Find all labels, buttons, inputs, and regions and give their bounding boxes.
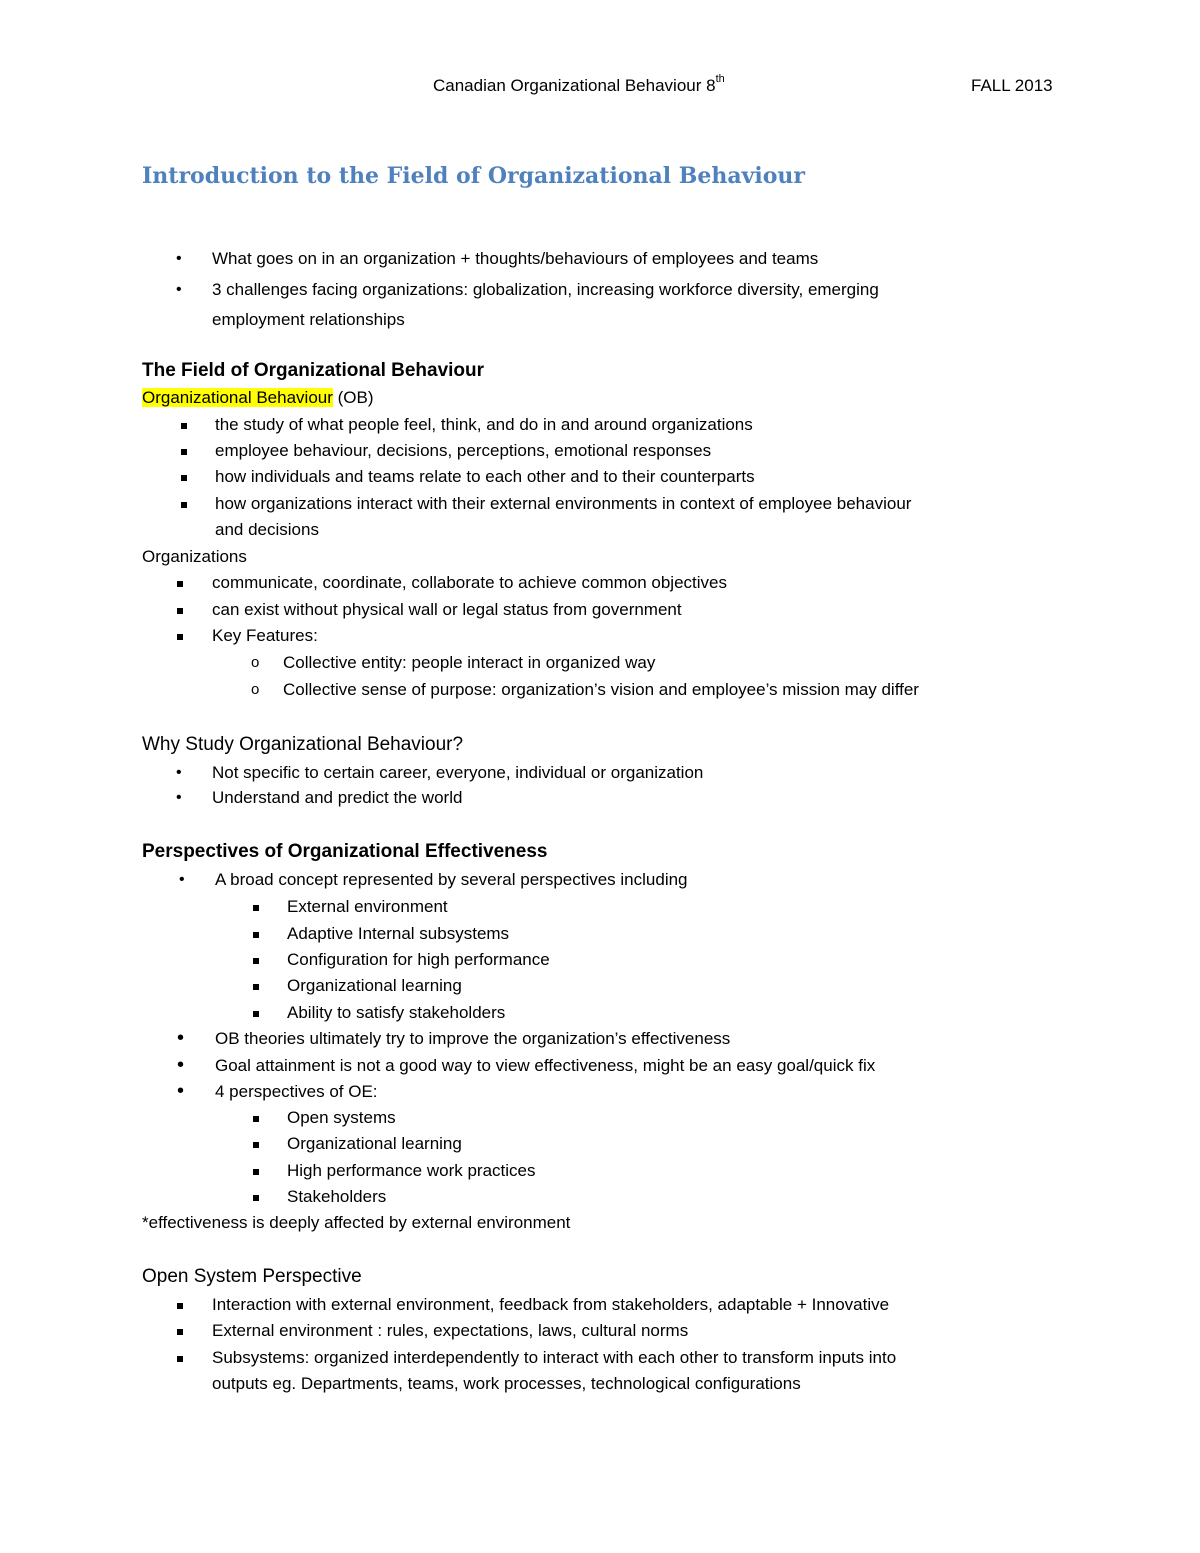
intro-item-2: 3 challenges facing organizations: globalization, increasing workforce diversity, emerging (212, 280, 879, 299)
open-item-3: Subsystems: organized interdependently to interact with each other to transform inputs into (212, 1348, 897, 1367)
perspective-intro: A broad concept represented by several perspectives including (215, 870, 688, 889)
square-bullet-icon (253, 1195, 259, 1201)
square-bullet-icon (181, 502, 187, 508)
square-bullet-icon (253, 1142, 259, 1148)
square-bullet-icon (181, 423, 187, 429)
square-bullet-icon (253, 1011, 259, 1017)
org-item-2: can exist without physical wall or legal status from government (212, 600, 682, 619)
perspective-sub-5: Ability to satisfy stakeholders (287, 1003, 506, 1022)
section-heading-why: Why Study Organizational Behaviour? (142, 734, 464, 755)
bullet-icon: • (176, 281, 182, 298)
bullet-icon: • (176, 764, 182, 781)
oe-sub-2: Organizational learning (287, 1134, 462, 1153)
header-course (433, 73, 725, 96)
organizations-label: Organizations (142, 547, 247, 566)
perspective-sub-1: External environment (287, 897, 448, 916)
square-bullet-icon (253, 905, 259, 911)
ob-definition-term (142, 387, 374, 409)
perspective-item-3: Goal attainment is not a good way to view effectiveness, might be an easy goal/quick fix (215, 1056, 876, 1075)
header-course-text: Canadian Organizational Behaviour 8 (433, 76, 716, 95)
square-bullet-icon (253, 932, 259, 938)
square-bullet-icon (253, 984, 259, 990)
section-heading-field: The Field of Organizational Behaviour (142, 360, 485, 381)
square-bullet-icon (177, 581, 183, 587)
oe-sub-1: Open systems (287, 1108, 396, 1127)
intro-item-1: What goes on in an organization + thoughts/behaviours of employees and teams (212, 249, 819, 268)
feature-item-2: Collective sense of purpose: organization’s vision and employee’s mission may differ (283, 680, 919, 699)
oe-sub-3: High performance work practices (287, 1161, 536, 1180)
ob-item-4-cont: and decisions (215, 520, 319, 539)
ob-item-4: how organizations interact with their external environments in context of employee behaviour (215, 494, 912, 513)
perspective-item-4: 4 perspectives of OE: (215, 1082, 378, 1101)
bullet-icon: • (176, 250, 182, 267)
square-bullet-icon (177, 634, 183, 640)
header-edition-sup: th (715, 73, 725, 85)
bullet-icon: • (179, 871, 185, 888)
header-term: FALL 2013 (971, 76, 1053, 95)
why-item-1: Not specific to certain career, everyone, individual or organization (212, 763, 704, 782)
section-heading-open-system: Open System Perspective (142, 1266, 362, 1287)
square-bullet-icon (253, 958, 259, 964)
bullet-icon: • (177, 1080, 185, 1102)
open-item-3-cont: outputs eg. Departments, teams, work processes, technological configurations (212, 1374, 801, 1393)
open-item-1: Interaction with external environment, feedback from stakeholders, adaptable + Innovative (212, 1295, 890, 1314)
bullet-icon: • (176, 789, 182, 806)
highlighted-term: Organizational Behaviour (142, 388, 333, 407)
ob-item-3: how individuals and teams relate to each other and to their counterparts (215, 467, 755, 486)
perspective-sub-3: Configuration for high performance (287, 950, 550, 969)
square-bullet-icon (177, 1356, 183, 1362)
ob-abbr: (OB) (332, 388, 374, 407)
square-bullet-icon (177, 1329, 183, 1335)
page-title: Introduction to the Field of Organizational Behaviour (142, 163, 806, 189)
square-bullet-icon (177, 1303, 183, 1309)
intro-item-2-cont: employment relationships (212, 310, 405, 329)
perspective-sub-2: Adaptive Internal subsystems (287, 924, 510, 943)
ob-item-2: employee behaviour, decisions, perceptions, emotional responses (215, 441, 712, 460)
why-item-2: Understand and predict the world (212, 788, 463, 807)
bullet-icon: • (177, 1027, 185, 1049)
square-bullet-icon (181, 449, 187, 455)
square-bullet-icon (253, 1116, 259, 1122)
section-heading-perspectives: Perspectives of Organizational Effectiveness (142, 841, 548, 862)
ob-item-1: the study of what people feel, think, and do in and around organizations (215, 415, 753, 434)
circle-bullet-icon: o (251, 681, 260, 698)
square-bullet-icon (181, 475, 187, 481)
circle-bullet-icon: o (251, 654, 260, 671)
org-item-1: communicate, coordinate, collaborate to achieve common objectives (212, 573, 727, 592)
square-bullet-icon (177, 608, 183, 614)
org-item-3: Key Features: (212, 626, 318, 645)
open-item-2: External environment : rules, expectations, laws, cultural norms (212, 1321, 689, 1340)
effectiveness-note: *effectiveness is deeply affected by external environment (142, 1213, 571, 1232)
oe-sub-4: Stakeholders (287, 1187, 387, 1206)
perspective-sub-4: Organizational learning (287, 976, 462, 995)
bullet-icon: • (177, 1054, 185, 1076)
feature-item-1: Collective entity: people interact in organized way (283, 653, 656, 672)
perspective-item-2: OB theories ultimately try to improve the organization’s effectiveness (215, 1029, 731, 1048)
square-bullet-icon (253, 1169, 259, 1175)
